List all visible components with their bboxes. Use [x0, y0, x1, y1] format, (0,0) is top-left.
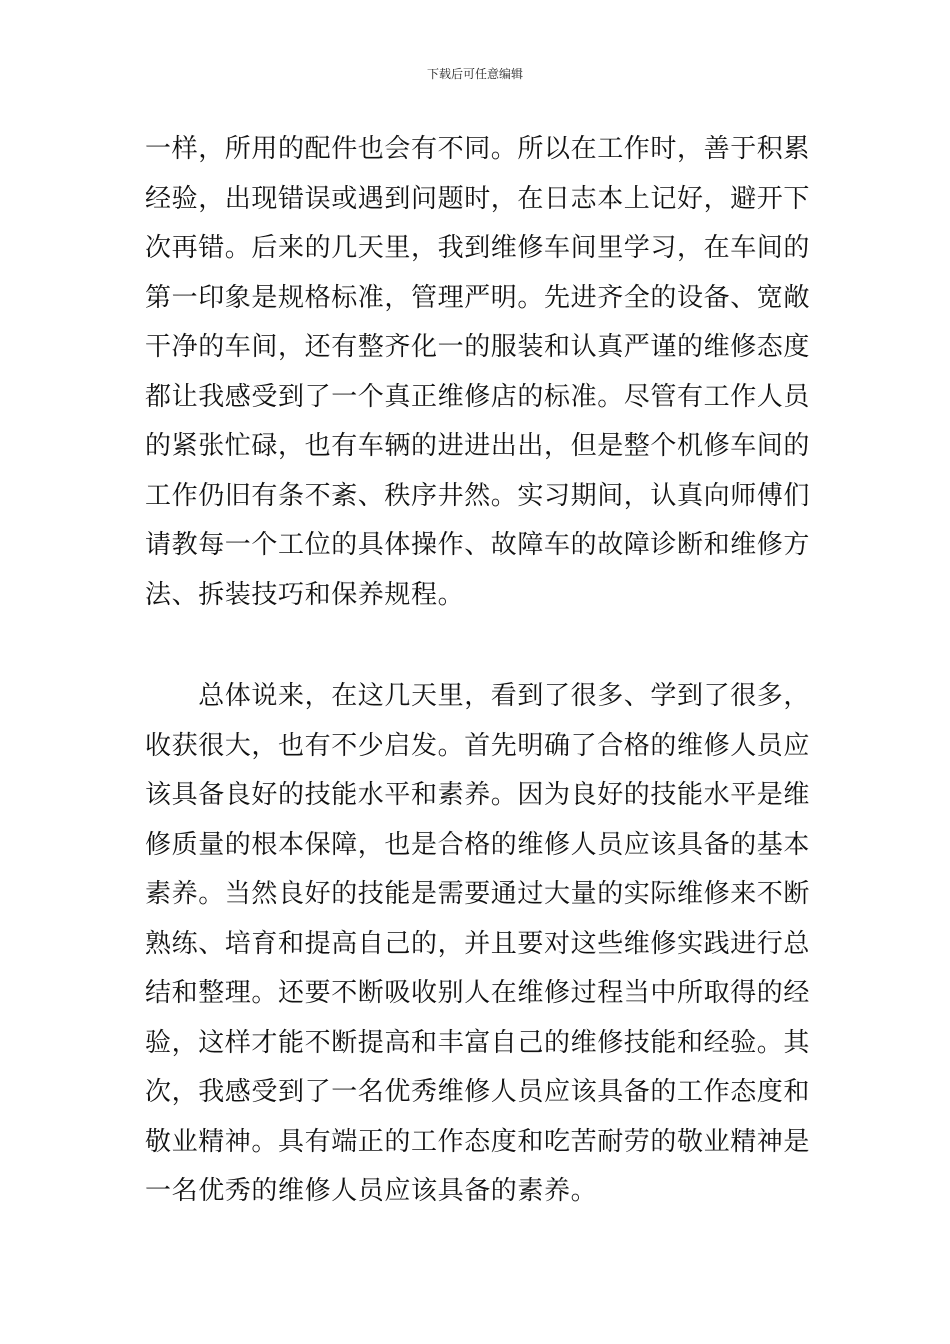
paragraph-line: 次，我感受到了一名优秀维修人员应该具备的工作态度和 [145, 1077, 811, 1107]
header-note: 下载后可任意编辑 [426, 67, 523, 81]
paragraph-line: 次再错。后来的几天里，我到维修车间里学习，在车间的 [145, 233, 811, 263]
paragraph-line: 敬业精神。具有端正的工作态度和吃苦耐劳的敬业精神是 [145, 1126, 811, 1157]
paragraph-line: 收获很大，也有不少启发。首先明确了合格的维修人员应 [145, 730, 811, 761]
paragraph-line: 经验，出现错误或遇到问题时，在日志本上记好，避开下 [145, 183, 811, 214]
paragraph-line: 结和整理。还要不断吸收别人在维修过程当中所取得的经 [145, 978, 811, 1008]
paragraph-1 [145, 125, 811, 620]
paragraph-line: 熟练、培育和提高自己的，并且要对这些维修实践进行总 [145, 928, 811, 959]
paragraph-line: 验，这样才能不断提高和丰富自己的维修技能和经验。其 [145, 1027, 811, 1058]
paragraph-line: 法、拆装技巧和保养规程。 [145, 579, 465, 610]
paragraph-line: 的紧张忙碌，也有车辆的进进出出，但是整个机修车间的 [145, 431, 811, 461]
paragraph-line: 总体说来，在这几天里，看到了很多、学到了很多， [145, 681, 811, 711]
paragraph-line: 素养。当然良好的技能是需要通过大量的实际维修来不断 [145, 879, 811, 909]
paragraph-line: 一名优秀的维修人员应该具备的素养。 [145, 1176, 598, 1206]
paragraph-2 [145, 672, 811, 1217]
paragraph-line: 一样，所用的配件也会有不同。所以在工作时，善于积累 [145, 134, 811, 164]
paragraph-line: 工作仍旧有条不紊、秩序井然。实习期间，认真向师傅们 [145, 480, 811, 511]
paragraph-line: 都让我感受到了一个真正维修店的标准。尽管有工作人员 [145, 381, 811, 412]
paragraph-line: 修质量的根本保障，也是合格的维修人员应该具备的基本 [145, 829, 811, 860]
paragraph-line: 干净的车间，还有整齐化一的服装和认真严谨的维修态度 [145, 332, 811, 362]
paragraph-line: 第一印象是规格标准，管理严明。先进齐全的设备、宽敞 [145, 282, 811, 313]
paragraph-line: 请教每一个工位的具体操作、故障车的故障诊断和维修方 [145, 530, 811, 560]
paragraph-line: 该具备良好的技能水平和素养。因为良好的技能水平是维 [145, 780, 811, 810]
